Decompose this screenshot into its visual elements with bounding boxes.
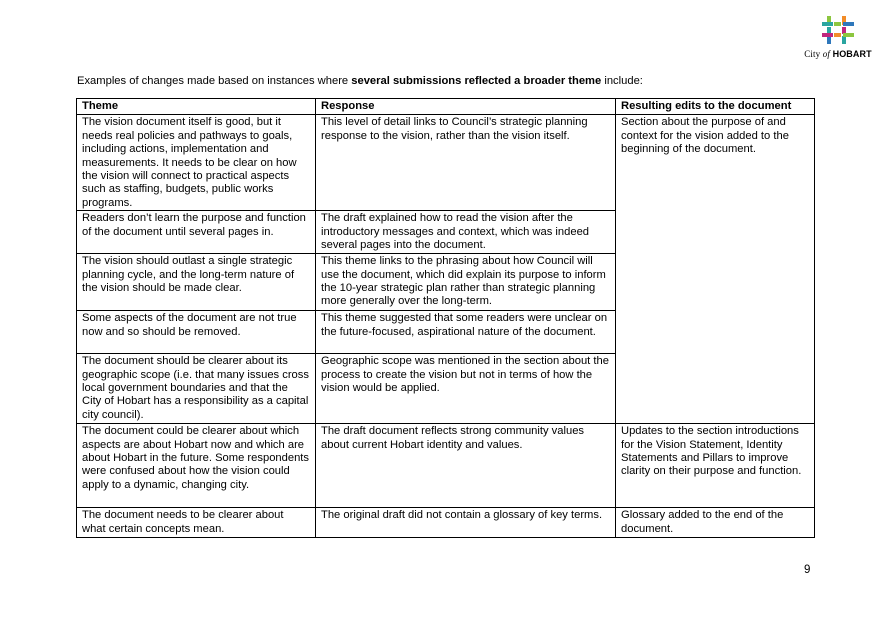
logo-segment <box>834 22 841 26</box>
response-cell: This theme links to the phrasing about how Council will use the document, which did explain its purpose to inform the 10-year strategic plan rather than strategic planning more generally over the long-term. <box>316 254 616 311</box>
logo-segment <box>827 27 831 34</box>
header-resulting-edits: Resulting edits to the document <box>616 99 815 115</box>
header-response: Response <box>316 99 616 115</box>
themes-table <box>76 98 815 538</box>
city-of-hobart-logo <box>803 14 873 64</box>
intro-paragraph <box>77 75 643 87</box>
logo-segment <box>842 27 846 34</box>
logo-segment <box>827 36 831 44</box>
intro-text-after: include: <box>601 75 643 87</box>
logo-city-text: City <box>804 49 821 59</box>
theme-cell: The vision should outlast a single strategic planning cycle, and the long-term nature of the vision should be made clear. <box>77 254 316 311</box>
theme-cell: The document could be clearer about which aspects are about Hobart now and which are about Hobart in the future. Some respondents were confused about how the vision could apply to a dynamic, changing city. <box>77 424 316 508</box>
theme-cell: Some aspects of the document are not true now and so should be removed. <box>77 311 316 354</box>
resulting-edit-cell: Section about the purpose of and context for the vision added to the beginning of the document. <box>616 115 815 424</box>
response-cell: This level of detail links to Council’s strategic planning response to the vision, rather than the vision itself. <box>316 115 616 211</box>
logo-wordmark <box>803 49 873 59</box>
resulting-edit-cell: Updates to the section introductions for the Vision Statement, Identity Statements and Pillars to improve clarity on their purpose and function. <box>616 424 815 508</box>
theme-cell: The document needs to be clearer about what certain concepts mean. <box>77 508 316 538</box>
response-cell: The draft explained how to read the vision after the introductory messages and context, which was indeed several pages into the document. <box>316 211 616 254</box>
intro-text-before: Examples of changes made based on instances where <box>77 75 352 87</box>
logo-segment <box>843 33 854 37</box>
response-cell: The original draft did not contain a glossary of key terms. <box>316 508 616 538</box>
hobart-logo-mark-icon <box>822 14 854 46</box>
table-row <box>77 508 815 538</box>
intro-text-emphasis: several submissions reflected a broader theme <box>351 75 602 87</box>
response-cell: This theme suggested that some readers were unclear on the future-focused, aspirational nature of the document. <box>316 311 616 354</box>
page-number: 9 <box>804 564 811 576</box>
theme-cell: Readers don’t learn the purpose and function of the document until several pages in. <box>77 211 316 254</box>
logo-segment <box>822 33 833 37</box>
table-header-row <box>77 99 815 115</box>
logo-segment <box>842 36 846 44</box>
theme-cell: The vision document itself is good, but it needs real policies and pathways to goals, including actions, implementation and measurements. It needs to be clear on how the vision will connect to practical aspects such as staffing, budgets, public works programs. <box>77 115 316 211</box>
response-cell: The draft document reflects strong community values about current Hobart identity and values. <box>316 424 616 508</box>
table-row <box>77 424 815 508</box>
logo-segment <box>822 22 833 26</box>
logo-hobart-text: HOBART <box>832 49 872 59</box>
logo-segment <box>843 22 854 26</box>
logo-segment <box>834 33 841 37</box>
response-cell: Geographic scope was mentioned in the section about the process to create the vision but not in terms of how the vision would be applied. <box>316 354 616 424</box>
resulting-edit-cell: Glossary added to the end of the document. <box>616 508 815 538</box>
table-row <box>77 115 815 211</box>
logo-of-text: of <box>822 49 830 59</box>
header-theme: Theme <box>77 99 316 115</box>
theme-cell: The document should be clearer about its geographic scope (i.e. that many issues cross local government boundaries and that the City of Hobart has a responsibility as a capital city council). <box>77 354 316 424</box>
